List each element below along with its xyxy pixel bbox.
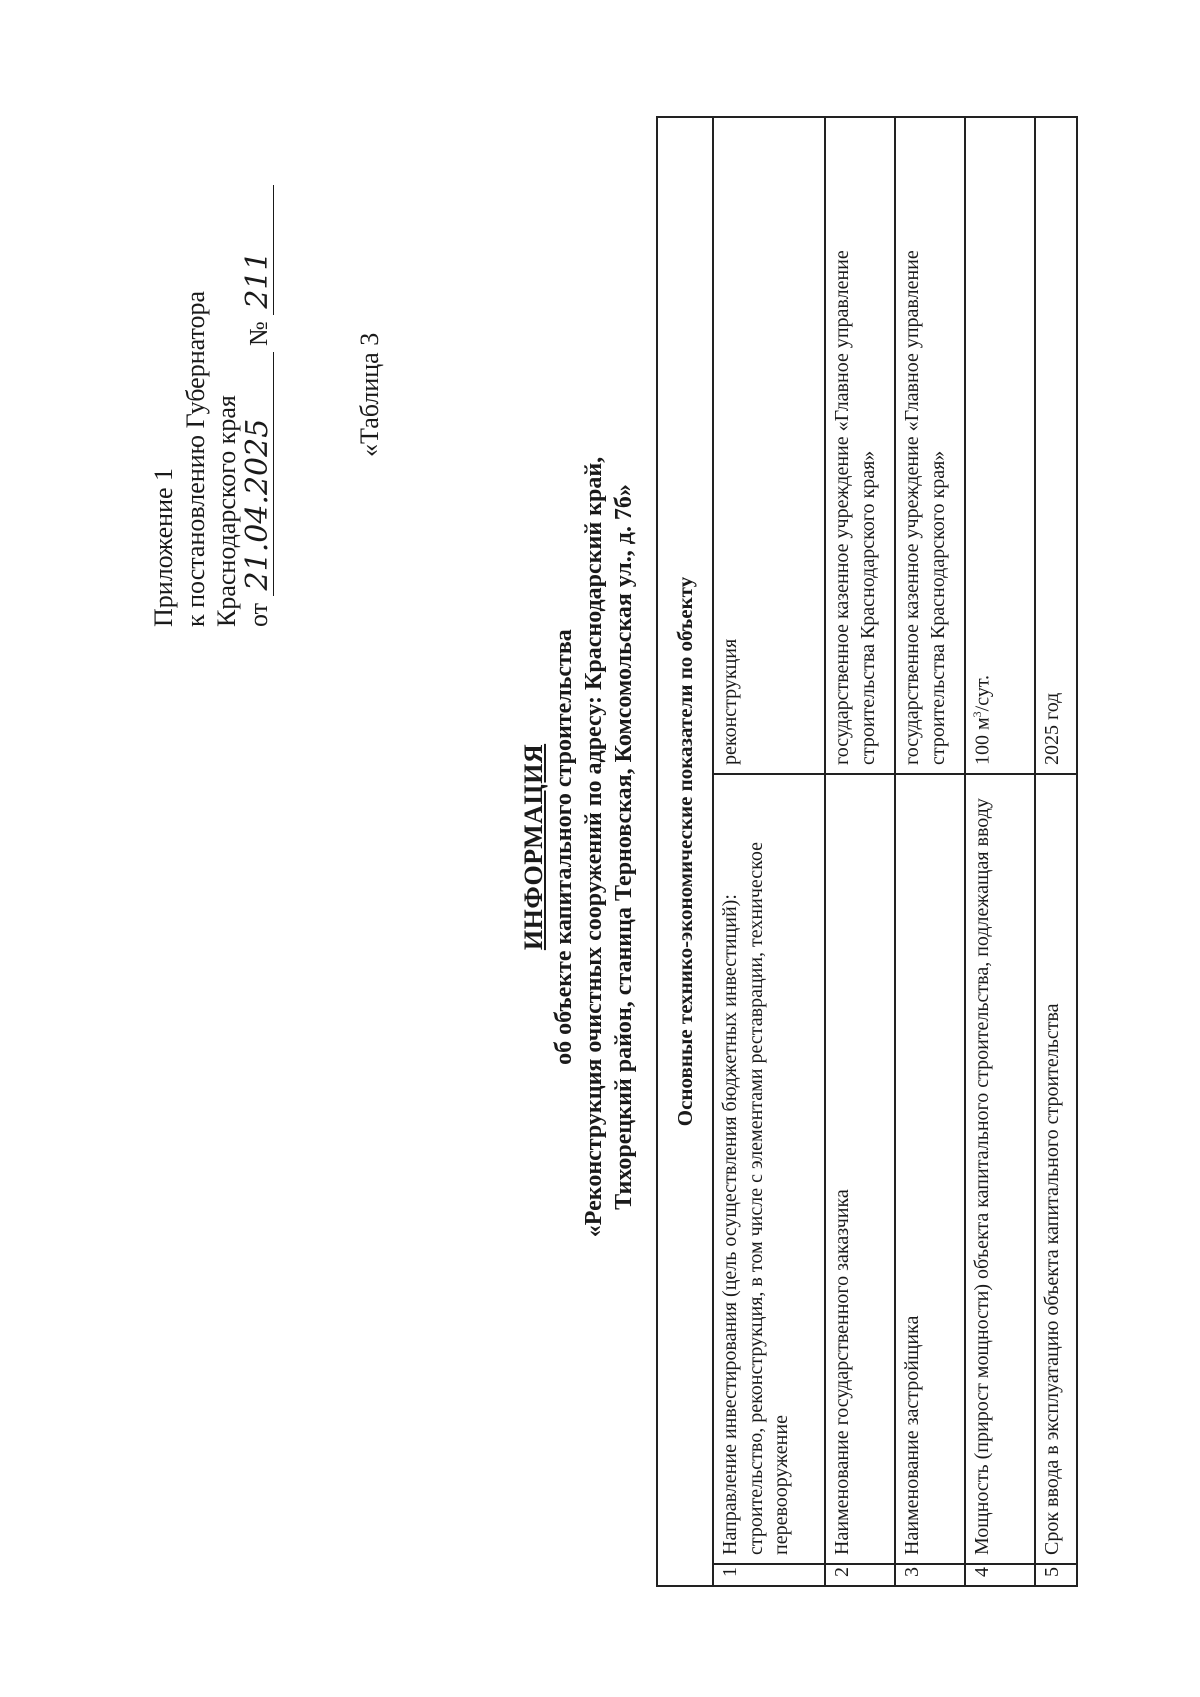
handwritten-number: 211 (243, 185, 274, 315)
object-name-line-1: «Реконструкция очистных сооружений по адресу: Краснодарский край, (580, 456, 607, 1238)
resolution-label: к постановлению Губернатора (180, 290, 210, 627)
row-number: 3 (895, 1564, 965, 1586)
table-row (1035, 117, 1077, 1586)
table-row (713, 117, 825, 1586)
appendix-label: Приложение 1 (149, 467, 178, 627)
capacity-unit-base: м (971, 717, 994, 730)
document-title (518, 107, 639, 1587)
row-number: 5 (1035, 1564, 1077, 1586)
object-name-line-2: Тихорецкий район, станица Терновская, Комсомольская ул., д. 7б» (610, 484, 637, 1210)
date-number-line (240, 227, 276, 627)
number-sign: № (244, 321, 274, 346)
title-subheading: об объекте капитального строительства (551, 629, 578, 1065)
from-prefix: от (244, 602, 274, 627)
row-indicator-value: 2025 год (1035, 117, 1077, 774)
capacity-number: 100 (971, 735, 994, 765)
row-number: 4 (965, 1564, 1035, 1586)
row-indicator-name: Направление инвестирования (цель осуществления бюджетных инвестиций): строительство, реконструкция, в том числе с элементами реставрации, техническое перевооружение (713, 774, 825, 1564)
row-indicator-name: Наименование государственного заказчика (825, 774, 895, 1564)
row-indicator-value: реконструкция (713, 117, 825, 774)
table-label: «Таблица 3 (355, 332, 384, 457)
table-row (895, 117, 965, 1586)
row-number: 1 (713, 1564, 825, 1586)
row-indicator-name: Наименование застройщика (895, 774, 965, 1564)
row-indicator-name: Срок ввода в эксплуатацию объекта капитального строительства (1035, 774, 1077, 1564)
handwritten-date: 21.04.2025 (243, 352, 274, 596)
approval-stamp-block (148, 227, 275, 627)
row-indicator-value: государственное казенное учреждение «Главное управление строительства Краснодарского края» (895, 117, 965, 774)
row-indicator-value: государственное казенное учреждение «Главное управление строительства Краснодарского края» (825, 117, 895, 774)
row-indicator-name: Мощность (прирост мощности) объекта капитального строительства, подлежащая вводу (965, 774, 1035, 1564)
row-number: 2 (825, 1564, 895, 1586)
table-row (965, 117, 1035, 1586)
region-label: Краснодарского края (212, 395, 242, 627)
capacity-unit-exponent: 3 (970, 711, 984, 718)
row-indicator-value (965, 117, 1035, 774)
table-row (825, 117, 895, 1586)
table-header: Основные технико-экономические показатели по объекту (657, 117, 713, 1586)
capacity-unit-tail: /сут. (971, 674, 994, 712)
title-heading: ИНФОРМАЦИЯ (519, 743, 548, 951)
indicators-table (656, 116, 1078, 1587)
